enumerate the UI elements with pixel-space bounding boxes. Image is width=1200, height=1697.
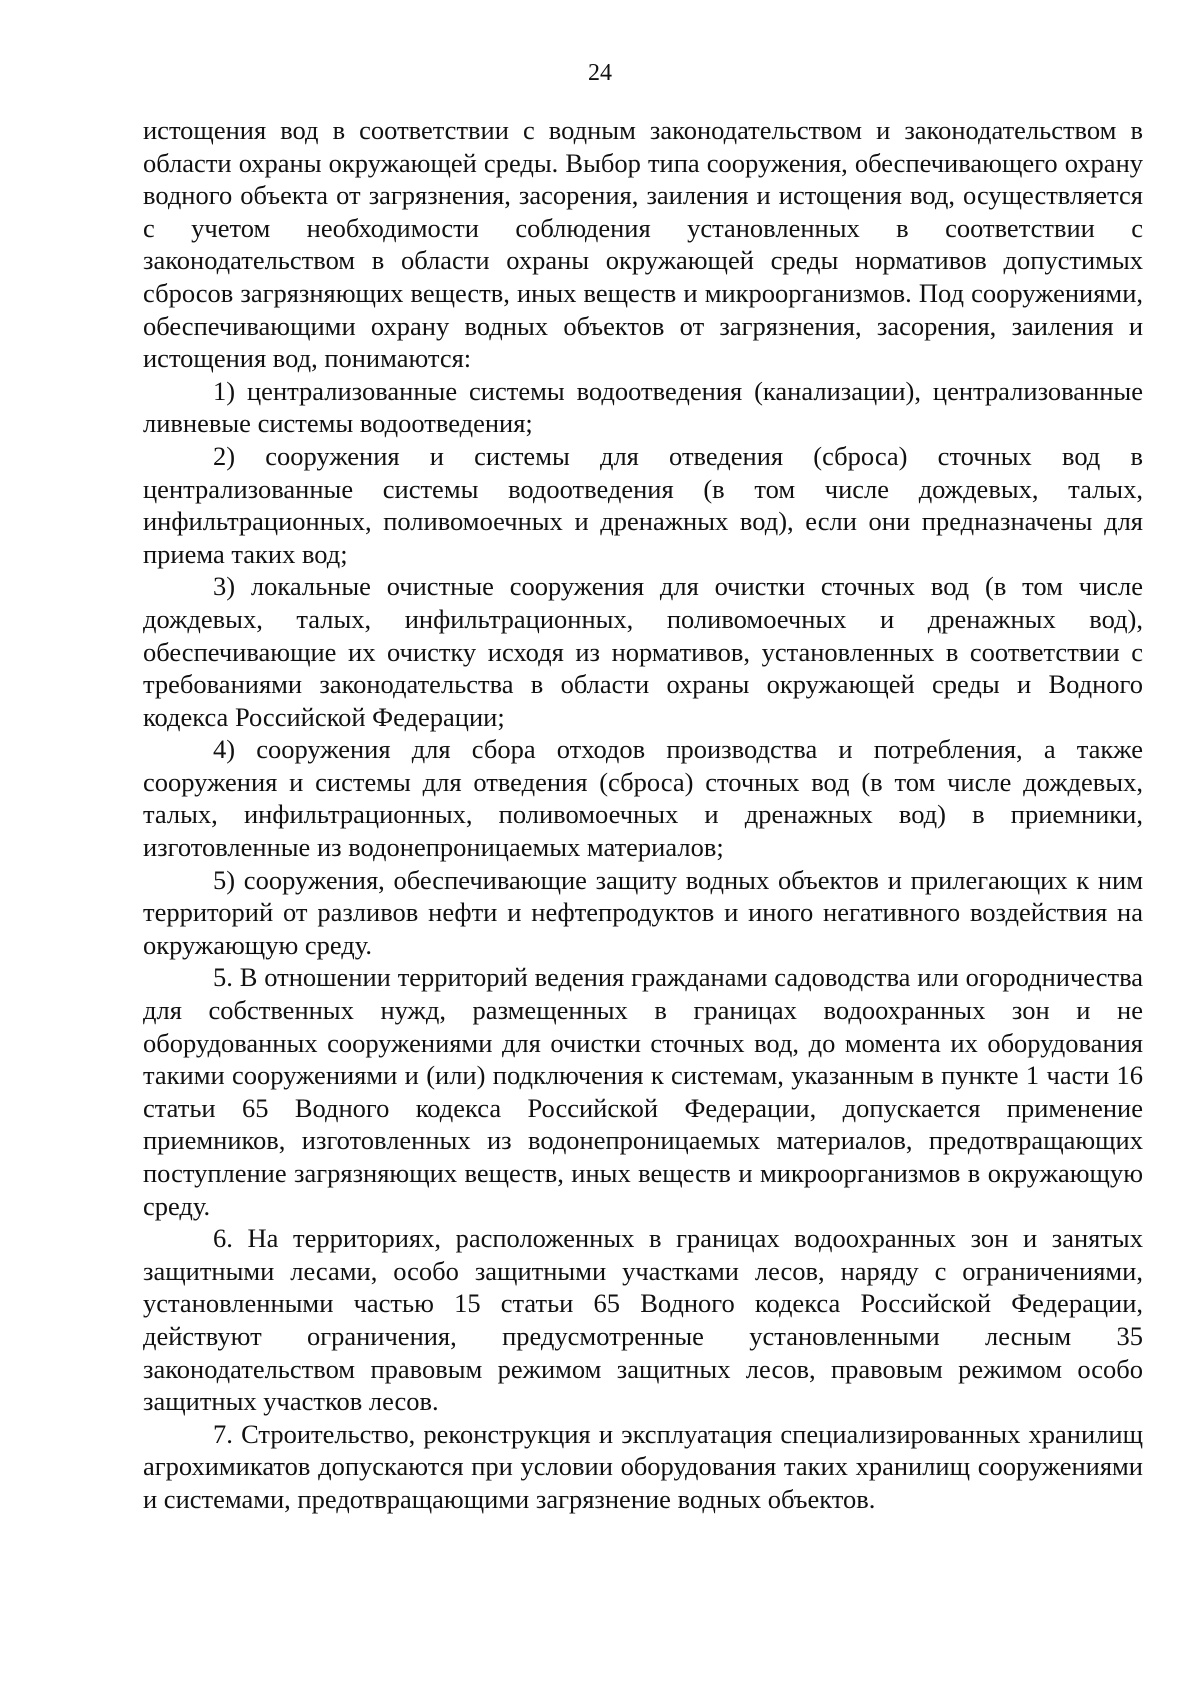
page-number: 24: [588, 60, 612, 86]
list-item-2: 2) сооружения и системы для отведения (сброса) сточных вод в централизованные системы водоотведения (в том числе дождевых, талых, инфильтрационных, поливомоечных и дренажных вод), если они предназначены для приема таких вод;: [143, 440, 1143, 569]
list-item-3: 3) локальные очистные сооружения для очистки сточных вод (в том числе дождевых, талых, инфильтрационных, поливомоечных и дренажных вод), обеспечивающие их очистку исходя из нормативов, установленных в соответствии с требованиями законодательства в области охраны окружающей среды и Водного кодекса Российской Федерации;: [143, 571, 1143, 732]
paragraph-continuation: истощения вод в соответствии с водным законодательством и законодательством в области охраны окружающей среды. Выбор типа сооружения, обеспечивающего охрану водного объекта от загрязнения, засорения, заиления и истощения вод, осуществляется с учетом необходимости соблюдения установленных в соответствии с законодательством в области охраны окружающей среды нормативов допустимых сбросов загрязняющих веществ, иных веществ и микроорганизмов. Под сооружениями, обеспечивающими охрану водных объектов от загрязнения, засорения, заиления и истощения вод, понимаются:: [143, 115, 1143, 374]
list-item-1: 1) централизованные системы водоотведения (канализации), централизованные ливневые системы водоотведения;: [143, 375, 1143, 439]
list-item-5: 5) сооружения, обеспечивающие защиту водных объектов и прилегающих к ним территорий от разливов нефти и нефтепродуктов и иного негативного воздействия на окружающую среду.: [143, 864, 1143, 960]
clause-5: 5. В отношении территорий ведения гражданами садоводства или огородничества для собственных нужд, размещенных в границах водоохранных зон и не оборудованных сооружениями для очистки сточных вод, до момента их оборудования такими сооружениями и (или) подключения к системам, указанным в пункте 1 части 16 статьи 65 Водного кодекса Российской Федерации, допускается применение приемников, изготовленных из водонепроницаемых материалов, предотвращающих поступление загрязняющих веществ, иных веществ и микроорганизмов в окружающую среду.: [143, 962, 1143, 1221]
clause-7: 7. Строительство, реконструкция и эксплуатация специализированных хранилищ агрохимикатов допускаются при условии оборудования таких хранилищ сооружениями и системами, предотвращающими загрязнение водных объектов.: [143, 1418, 1143, 1514]
list-item-4: 4) сооружения для сбора отходов производства и потребления, а также сооружения и системы для отведения (сброса) сточных вод (в том числе дождевых, талых, инфильтрационных, поливомоечных и дренажных вод) в приемники, изготовленные из водонепроницаемых материалов;: [143, 734, 1143, 863]
document-body: [143, 114, 1143, 1516]
clause-6: 6. На территориях, расположенных в границах водоохранных зон и занятых защитными лесами, особо защитными участками лесов, наряду с ограничениями, установленными частью 15 статьи 65 Водного кодекса Российской Федерации, действуют ограничения, предусмотренные установленными лесным 35 законодательством правовым режимом защитных лесов, правовым режимом особо защитных участков лесов.: [143, 1223, 1143, 1417]
